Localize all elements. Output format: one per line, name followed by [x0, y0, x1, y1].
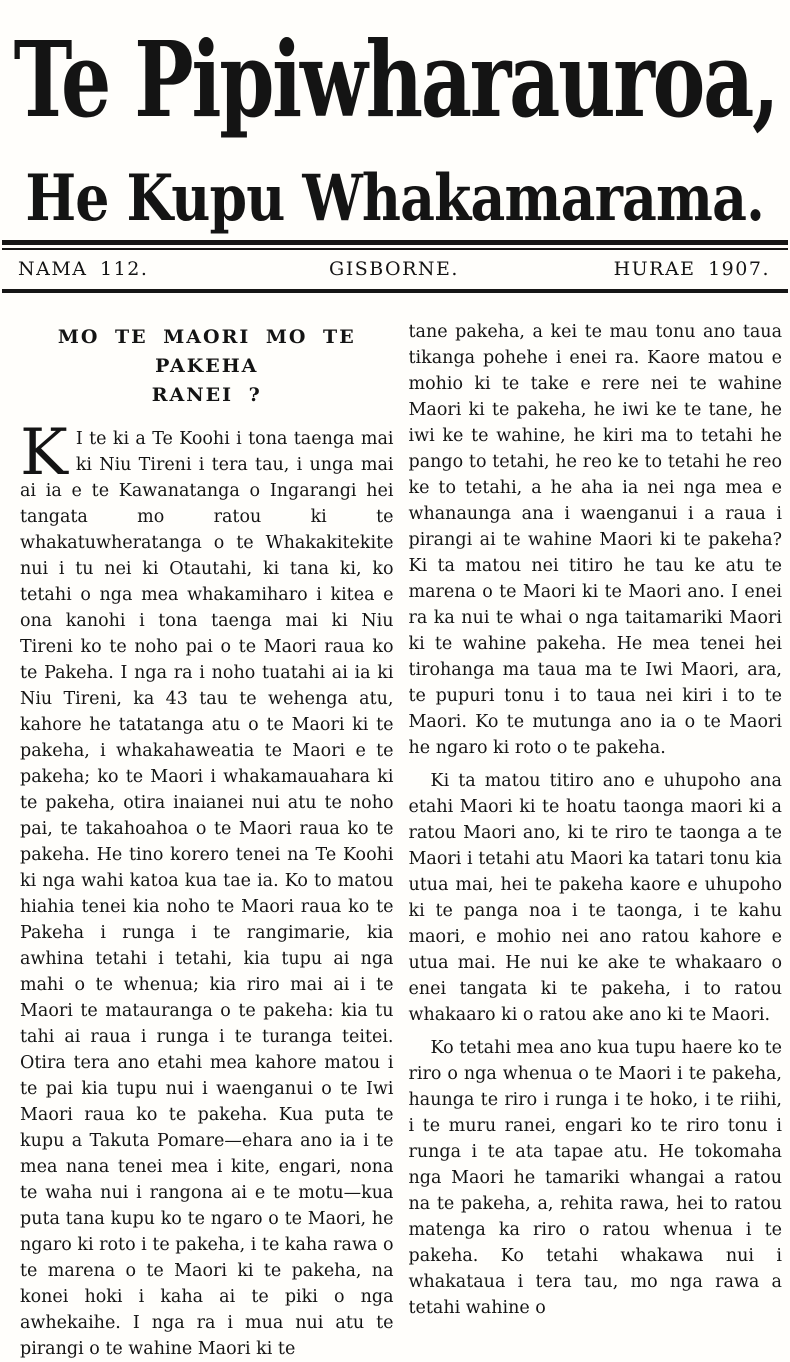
article-heading-line1: MO TE MAORI MO TE PAKEHA — [57, 326, 356, 377]
article-paragraph-text: I te ki a Te Koohi i tona taenga mai ki Niu Tireni i tera tau, i unga mai ai ia e te Kawanatanga o Ingarangi hei tangata mo ratou ki te whakatuwheratanga o te Whakakitekite nui i tu nei ki Otautahi, ki tana ki, ko tetahi o nga mea whakamiharo i kitea e ona kanohi i tona taenga mai ki Niu Tireni ko te noho pai o te Maori raua ko te Pakeha. I nga ra i noho tuatahi ai ia ki Niu Tireni, ka 43 tau te wehenga atu, kahore he tatatanga atu o te Maori ki te pakeha, i whakahaweatia te Maori e te pakeha; ko te Maori i whakamauahara ki te pakeha, otira inaianei nui atu te noho pai, te takahoahoa o te Maori raua ko te pakeha. He tino korero tenei na Te Koohi ki nga wahi katoa kua tae ia. Ko to matou hiahia tenei kia noho te Maori raua ko te Pakeha i runga i te rangimarie, kia awhina tetahi i tetahi, kia tupu ai nga mahi o te whenua; kia riro mai ai i te Maori te matauranga o te pakeha: kia tu tahi ai raua i runga i te turanga teitei. Otira tera ano etahi mea kahore matou i te pai kia tupu nui i waenganui o te Iwi Maori raua ko te pakeha. Kua puta te kupu a Takuta Pomare—ehara ano ia i te mea nana tenei mea i kite, engari, nona te waha nui i rangona ai e te motu—kua puta tana kupu ko te ngaro o te Maori, he ngaro ki roto i te pakeha, i te kaha rawa o te marena o te Maori ki te pakeha, na konei hoki i kaha ai te piki o nga awhekaihe. I nga ra i mua nui atu te pirangi o te wahine Maori ki te — [20, 429, 394, 1359]
article-paragraph: Ko tetahi mea ano kua tupu haere ko te riro o nga whenua o te Maori i te pakeha, haunga te riro i runga i te hoko, i te riihi, i te muru ranei, engari ko te riro tonu i runga i te ata tapae atu. He tokomaha nga Maori he tamariki whangai a ratou na te pakeha, a, rehita rawa, hei to ratou matenga ka riro o ratou whenua i te pakeha. Ko tetahi whakawa nui i whakataua i tera tau, mo nga rawa a tetahi wahine o — [408, 1038, 782, 1318]
place-name: GISBORNE. — [329, 258, 459, 280]
dateline — [0, 250, 790, 289]
issue-number: NAMA 112. — [18, 258, 149, 280]
divider-bottom — [2, 289, 788, 293]
article-body — [20, 319, 782, 1362]
drop-cap: K — [20, 416, 68, 490]
masthead-title-row — [0, 10, 790, 150]
article-heading-line2: RANEI ? — [151, 384, 262, 406]
newspaper-title: Te Pipiwharauroa, — [13, 18, 777, 141]
divider-top-thick — [2, 240, 788, 245]
left-column — [20, 319, 394, 1362]
article-paragraph: tane pakeha, a kei te mau tonu ano taua tikanga pohehe i enei ra. Kaore matou e mohio ki te take e rere nei te wahine Maori ki te pakeha, he iwi ke te tane, he iwi ke te wahine, he kiri ma to tetahi he pango to tetahi, he reo ke to tetahi he reo ke to tetahi, a he aha ia nei nga mea e whanaunga ana i waenganui i a raua i pirangi ai te wahine Maori ki te pakeha? Ki ta matou nei titiro he tau ke atu te marena o te Maori ki te Maori ano. I enei ra ka nui te whai o nga taitamariki Maori ki te wahine pakeha. He mea tenei hei tirohanga ma taua ma te Iwi Maori, ara, te pupuri tonu i to taua nei kiri i to te Maori. Ko te mutunga ano ia o te Maori he ngaro ki roto o te pakeha. — [408, 322, 782, 758]
masthead — [0, 0, 790, 240]
masthead-subtitle-row — [0, 158, 790, 240]
newspaper-subtitle: He Kupu Whakamarama. — [25, 161, 765, 236]
issue-date: HURAE 1907. — [613, 258, 770, 280]
article-paragraph: Ki ta matou titiro ano e uhupoho ana etahi Maori ki te hoatu taonga maori ki a ratou Maori ano, ki te riro te taonga a te Maori i tetahi atu Maori ka tatari tonu kia utua mai, hei te pakeha kaore e uhupoho ki te panga noa i te taonga, i te kahu maori, e mohio nei ano ratou kahore e utua mai. He nui ke ake te whakaaro o enei tangata ki te pakeha, i to ratou whakaaro ki o ratou ake ano ki te Maori. — [408, 771, 782, 1025]
right-column — [409, 319, 783, 1362]
article-paragraph — [20, 416, 394, 1362]
article-heading — [20, 323, 394, 410]
